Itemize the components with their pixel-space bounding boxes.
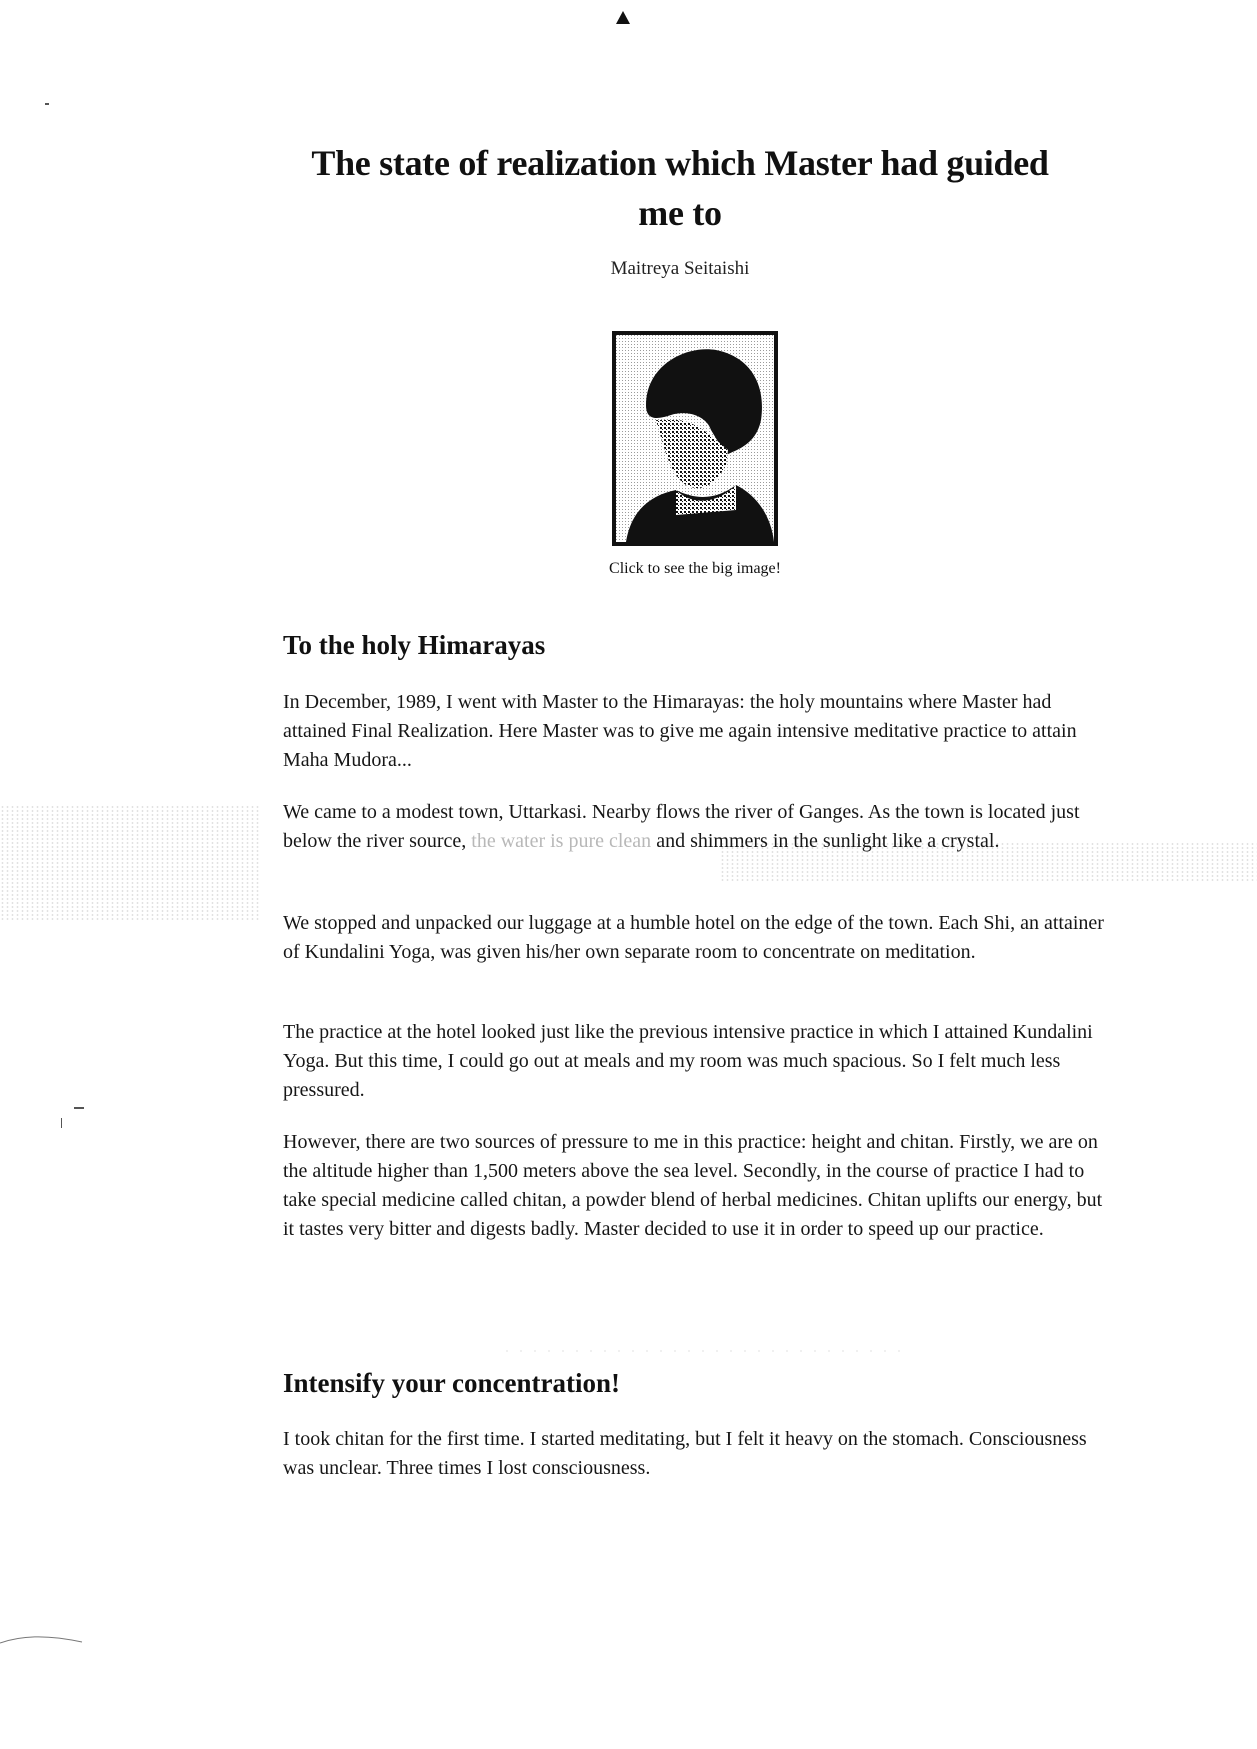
scan-speckle — [0, 805, 260, 920]
author-name: Maitreya Seitaishi — [610, 258, 750, 279]
scan-mark — [45, 103, 49, 105]
scan-mark — [74, 1107, 84, 1109]
image-caption-link[interactable]: Click to see the big image! — [609, 560, 781, 577]
paragraph: In December, 1989, I went with Master to the Himarayas: the holy mountains where Master had attained Final Realization. Here Master was to give me again intensive meditative practice to attain Maha Mudora... — [283, 691, 1077, 771]
paragraph: The practice at the hotel looked just like the previous intensive practice in which I attained Kundalini Yoga. But this time, I could go out at meals and my room was much spacious. So I felt much less pressured. — [283, 1021, 1093, 1101]
scan-noise-dots — [500, 1349, 900, 1353]
paragraph: We stopped and unpacked our luggage at a humble hotel on the edge of the town. Each Shi, an attainer of Kundalini Yoga, was given his/her own separate room to concentrate on meditation. — [283, 912, 1104, 963]
paragraph: However, there are two sources of pressure to me in this practice: height and chitan. Firstly, we are on the altitude higher than 1,500 meters above the sea level. Secondly, in the course of practice I had to take special medicine called chitan, a powder blend of herbal medicines. Chitan uplifts our energy, but it tastes very bitter and digests badly. Master decided to use it in order to speed up our practice. — [283, 1131, 1103, 1240]
section-heading-concentration: Intensify your concentration! — [283, 1368, 620, 1398]
scan-speckle — [720, 842, 1257, 882]
paragraph-text: We came to a modest town, Uttarkasi. Nearby flows the river of Ganges. As the town is located just below the river source, — [283, 801, 1080, 852]
scan-mark — [61, 1118, 62, 1128]
faded-text: the water is pure clean — [471, 830, 652, 852]
scan-curve-mark — [0, 1630, 90, 1650]
paragraph: I took chitan for the first time. I started meditating, but I felt it heavy on the stomach. Consciousness was unclear. Three times I lost consciousness. — [283, 1428, 1087, 1479]
section-heading-himarayas: To the holy Himarayas — [283, 630, 546, 660]
page-title: The state of realization which Master had guided me to — [311, 143, 1049, 233]
portrait-image-link[interactable] — [612, 331, 778, 546]
portrait-image — [616, 335, 774, 542]
paragraph-text: and shimmers in the sunlight like a crystal. — [651, 830, 1000, 852]
up-triangle-icon — [616, 11, 630, 24]
